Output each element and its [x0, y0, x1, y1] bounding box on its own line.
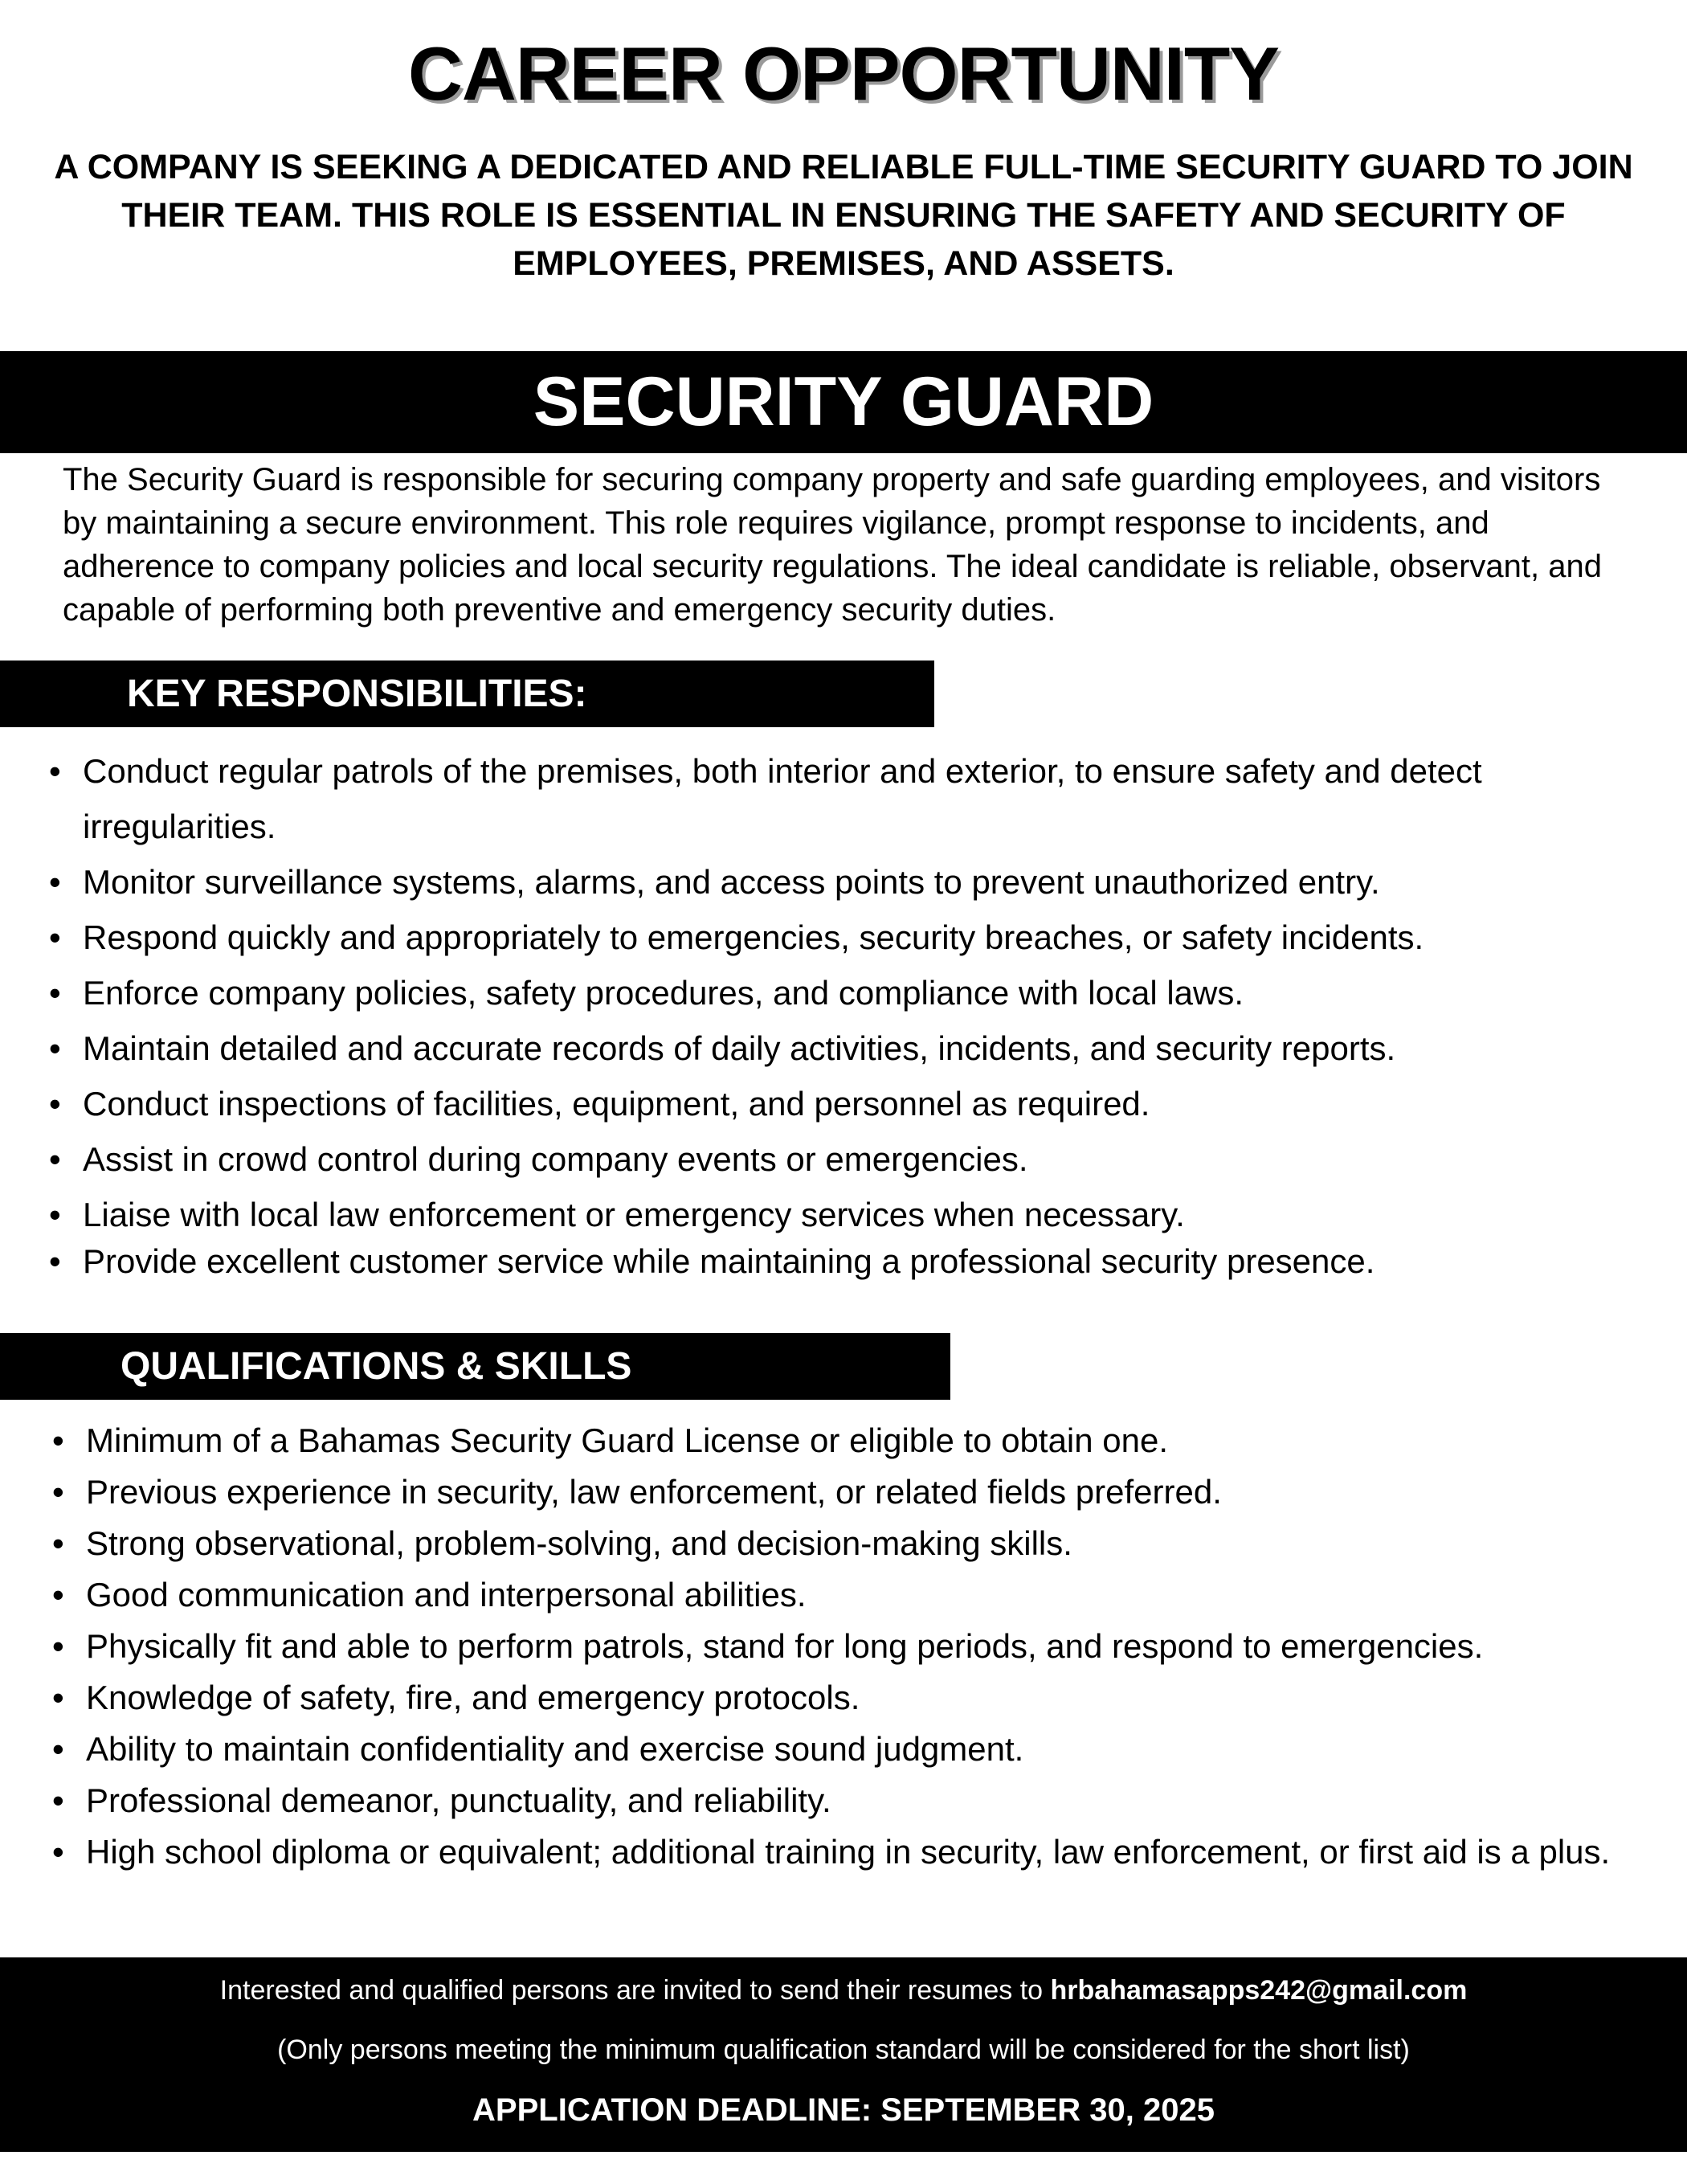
list-item-text: Monitor surveillance systems, alarms, and access points to prevent unauthorized entry. [83, 863, 1380, 901]
list-item-text: Minimum of a Bahamas Security Guard License or eligible to obtain one. [86, 1421, 1169, 1459]
responsibilities-heading: KEY RESPONSIBILITIES: [127, 673, 587, 715]
bullet-icon: • [52, 1781, 64, 1819]
list-item [52, 1466, 1660, 1518]
bullet-icon: • [52, 1524, 64, 1562]
list-item-text: Good communication and interpersonal abilities. [86, 1576, 807, 1613]
list-item-text: Liaise with local law enforcement or emergency services when necessary. [83, 1196, 1185, 1233]
list-item [52, 1621, 1660, 1672]
list-item-text: Professional demeanor, punctuality, and reliability. [86, 1781, 831, 1819]
bullet-icon: • [52, 1421, 64, 1459]
footer-bar [0, 1957, 1687, 2152]
list-item [49, 1076, 1649, 1131]
list-item [52, 1569, 1660, 1621]
footer-email-link[interactable]: hrbahamasapps242@gmail.com [1050, 1975, 1468, 2006]
list-item-text: Knowledge of safety, fire, and emergency protocols. [86, 1679, 860, 1716]
intro-text: A COMPANY IS SEEKING A DEDICATED AND RELIABLE FULL-TIME SECURITY GUARD TO JOIN THEIR TEAM. THIS ROLE IS ESSENTIAL IN ENSURING THE SAFETY AND SECURITY OF EMPLOYEES, PREMISES, AND ASSETS. [54, 148, 1633, 283]
list-item [49, 854, 1649, 910]
list-item [52, 1518, 1660, 1569]
list-item-text: Conduct inspections of facilities, equipment, and personnel as required. [83, 1085, 1150, 1123]
list-item [52, 1826, 1660, 1878]
position-description: The Security Guard is responsible for securing company property and safe guarding employees, and visitors by maintaining a secure environment. This role requires vigilance, prompt response to incidents, and adherence to company policies and local security regulations. The ideal candidate is reliable, observant, and capable of performing both preventive and emergency security duties. [63, 462, 1602, 628]
list-item [49, 1131, 1649, 1187]
bullet-icon: • [52, 1576, 64, 1613]
bullet-icon: • [49, 918, 61, 956]
bullet-icon: • [52, 1679, 64, 1716]
bullet-icon: • [49, 1196, 61, 1233]
bullet-icon: • [49, 1085, 61, 1123]
bullet-icon: • [52, 1730, 64, 1768]
application-deadline: APPLICATION DEADLINE: SEPTEMBER 30, 2025 [472, 2092, 1215, 2128]
responsibilities-list [49, 743, 1649, 1284]
list-item-text: Respond quickly and appropriately to emergencies, security breaches, or safety incidents. [83, 918, 1424, 956]
list-item [49, 1191, 1649, 1239]
list-item [52, 1724, 1660, 1775]
position-title: SECURITY GUARD [533, 363, 1154, 440]
bullet-icon: • [49, 974, 61, 1012]
list-item [49, 1020, 1649, 1076]
footer-invite-text: Interested and qualified persons are invited to send their resumes to [219, 1975, 1044, 2006]
bullet-icon: • [52, 1627, 64, 1665]
responsibilities-header [0, 661, 934, 727]
qualifications-heading: QUALIFICATIONS & SKILLS [120, 1345, 632, 1388]
list-item-text: Previous experience in security, law enforcement, or related fields preferred. [86, 1473, 1222, 1511]
list-item [49, 743, 1649, 854]
bullet-icon: • [49, 1140, 61, 1178]
bullet-icon: • [49, 1029, 61, 1067]
list-item [52, 1415, 1660, 1466]
list-item-text: Physically fit and able to perform patrols, stand for long periods, and respond to emergencies. [86, 1627, 1484, 1665]
list-item-text: Assist in crowd control during company events or emergencies. [83, 1140, 1028, 1178]
list-item [52, 1775, 1660, 1826]
bullet-icon: • [52, 1473, 64, 1511]
list-item [49, 965, 1649, 1020]
list-item-text: Enforce company policies, safety procedures, and compliance with local laws. [83, 974, 1244, 1012]
bullet-icon: • [49, 752, 61, 790]
list-item-text: Ability to maintain confidentiality and exercise sound judgment. [86, 1730, 1024, 1768]
list-item [49, 1239, 1649, 1284]
list-item-text: High school diploma or equivalent; additional training in security, law enforcement, or first aid is a plus. [86, 1833, 1611, 1871]
list-item [52, 1672, 1660, 1724]
list-item [49, 910, 1649, 965]
position-banner [0, 351, 1687, 453]
qualifications-list [52, 1415, 1660, 1878]
qualifications-header [0, 1333, 950, 1400]
list-item-text: Provide excellent customer service while maintaining a professional security presence. [83, 1242, 1375, 1280]
footer-invite [0, 1975, 1687, 2006]
list-item-text: Maintain detailed and accurate records of daily activities, incidents, and security reports. [83, 1029, 1396, 1067]
bullet-icon: • [49, 1242, 61, 1280]
bullet-icon: • [49, 863, 61, 901]
list-item-text: Strong observational, problem-solving, and decision-making skills. [86, 1524, 1072, 1562]
bullet-icon: • [52, 1833, 64, 1871]
page-title: CAREER OPPORTUNITY [408, 31, 1279, 116]
footer-note: (Only persons meeting the minimum qualification standard will be considered for the short list) [277, 2035, 1410, 2065]
list-item-text: Conduct regular patrols of the premises, both interior and exterior, to ensure safety and detect irregularities. [83, 752, 1482, 845]
